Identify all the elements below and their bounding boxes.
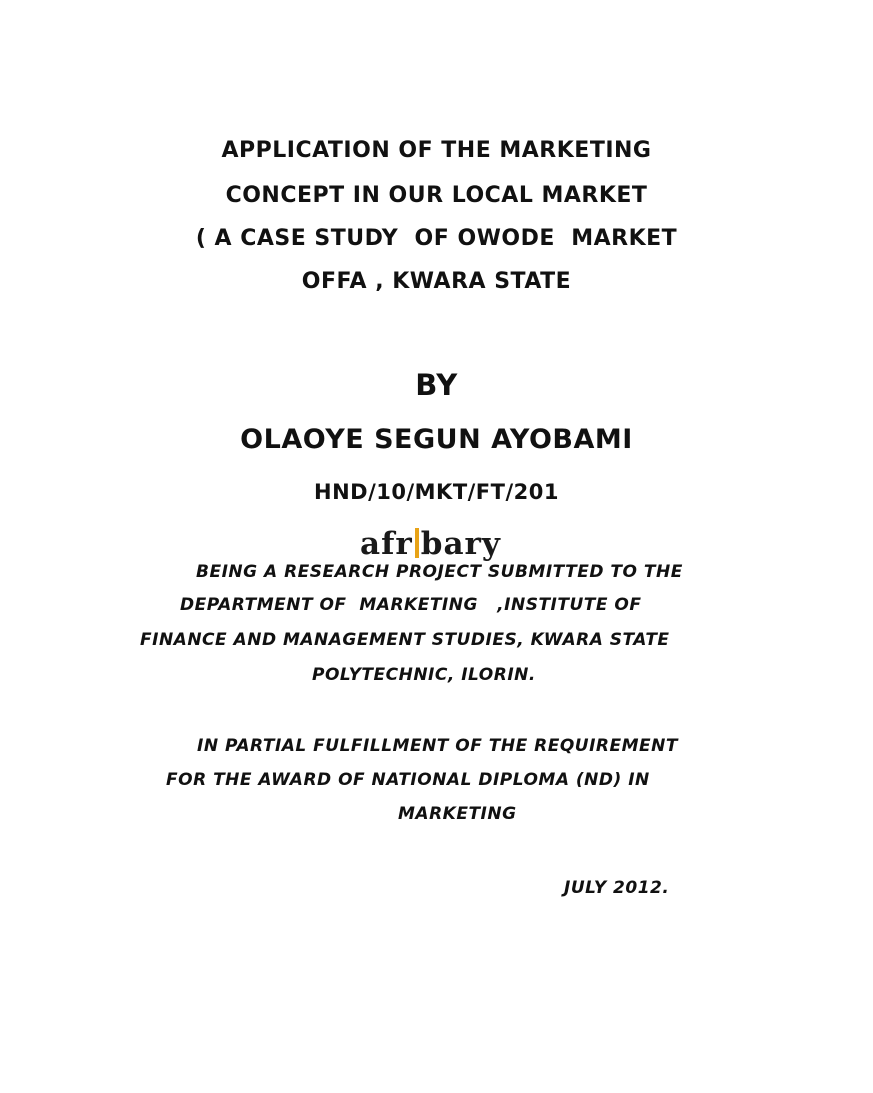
submission-line-3: FINANCE AND MANAGEMENT STUDIES, KWARA STATE	[140, 630, 670, 650]
submission-date: JULY 2012.	[564, 878, 670, 898]
submission-line-1: BEING A RESEARCH PROJECT SUBMITTED TO THE	[196, 562, 683, 582]
watermark-accent-bar	[415, 528, 419, 558]
title-line-3: ( A CASE STUDY OF OWODE MARKET	[195, 226, 678, 251]
submission-line-4: POLYTECHNIC, ILORIN.	[312, 665, 536, 685]
title-line-1: APPLICATION OF THE MARKETING	[221, 138, 652, 163]
fulfillment-line-3: MARKETING	[398, 804, 517, 824]
title-line-2: CONCEPT IN OUR LOCAL MARKET	[225, 183, 648, 208]
watermark-left-text: afr	[360, 526, 413, 562]
by-label: BY	[415, 368, 458, 402]
afribary-watermark-logo	[360, 526, 501, 562]
watermark-right-text: bary	[420, 526, 501, 562]
fulfillment-line-2: FOR THE AWARD OF NATIONAL DIPLOMA (ND) IN	[166, 770, 650, 790]
title-line-4: OFFA , KWARA STATE	[301, 269, 572, 294]
author-name: OLAOYE SEGUN AYOBAMI	[240, 424, 633, 455]
submission-line-2: DEPARTMENT OF MARKETING ,INSTITUTE OF	[180, 595, 642, 615]
fulfillment-line-1: IN PARTIAL FULFILLMENT OF THE REQUIREMENT	[197, 736, 678, 756]
registration-number: HND/10/MKT/FT/201	[314, 480, 559, 504]
